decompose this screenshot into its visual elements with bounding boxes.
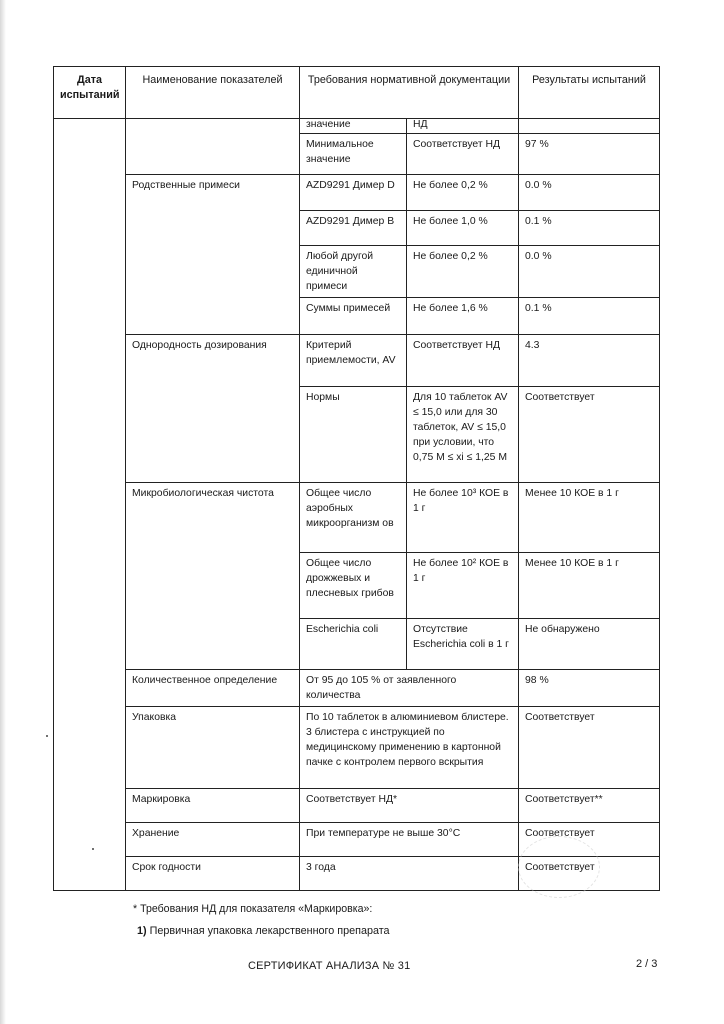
page-number: 2 / 3	[636, 958, 658, 970]
footnote-item-number: 1)	[137, 925, 147, 937]
req-cell: Соответствует НД*	[300, 789, 519, 823]
res-cell: Соответствует	[519, 387, 660, 483]
scan-edge-shadow	[0, 0, 6, 1024]
scan-speck	[92, 848, 94, 850]
req-cell: Не более 1,6 %	[407, 298, 519, 335]
table-row	[54, 707, 660, 789]
res-cell: Соответствует	[519, 707, 660, 789]
res-cell: 98 %	[519, 670, 660, 707]
sub-cell: Минимальное значение	[300, 134, 407, 175]
sub-cell: Суммы примесей	[300, 298, 407, 335]
sub-cell: AZD9291 Димер D	[300, 175, 407, 211]
res-cell: Не обнаружено	[519, 619, 660, 670]
res-cell: 0.1 %	[519, 298, 660, 335]
sub-cell: Любой другой единичной примеси	[300, 246, 407, 298]
sub-cell: Escherichia coli	[300, 619, 407, 670]
req-cell: Не более 0,2 %	[407, 246, 519, 298]
req-cell: Не более 1,0 %	[407, 211, 519, 246]
footer-title: СЕРТИФИКАТ АНАЛИЗА № 31	[248, 960, 411, 972]
certificate-table	[53, 66, 660, 891]
req-cell: От 95 до 105 % от заявленного количества	[300, 670, 519, 707]
header-results: Результаты испытаний	[519, 67, 660, 119]
param-packaging: Упаковка	[126, 707, 300, 789]
res-cell: Соответствует	[519, 857, 660, 891]
res-cell: 97 %	[519, 134, 660, 175]
req-cell: НД	[407, 119, 519, 134]
res-cell: 0.0 %	[519, 246, 660, 298]
table-row	[54, 175, 660, 211]
req-cell: Не более 10³ КОЕ в 1 г	[407, 483, 519, 553]
res-cell: Соответствует**	[519, 789, 660, 823]
res-cell: Менее 10 КОЕ в 1 г	[519, 553, 660, 619]
req-cell: Соответствует НД	[407, 134, 519, 175]
date-cell	[54, 119, 126, 891]
name-cell-empty	[126, 119, 300, 175]
faint-stamp-mark	[518, 836, 600, 898]
table-row	[54, 335, 660, 387]
sub-cell: AZD9291 Димер B	[300, 211, 407, 246]
footnote-item	[137, 925, 390, 937]
res-cell: Соответствует	[519, 823, 660, 857]
param-assay: Количественное определение	[126, 670, 300, 707]
req-cell: Не более 0,2 %	[407, 175, 519, 211]
req-cell: 3 года	[300, 857, 519, 891]
param-storage: Хранение	[126, 823, 300, 857]
param-marking: Маркировка	[126, 789, 300, 823]
res-cell: 4.3	[519, 335, 660, 387]
table-row	[54, 483, 660, 553]
req-cell: Соответствует НД	[407, 335, 519, 387]
sub-cell: Нормы	[300, 387, 407, 483]
table-row	[54, 119, 660, 134]
param-microbial-purity: Микробиологическая чистота	[126, 483, 300, 670]
table-header-row	[54, 67, 660, 119]
res-cell: 0.1 %	[519, 211, 660, 246]
sub-cell: Общее число аэробных микроорганизм ов	[300, 483, 407, 553]
sub-cell: Критерий приемлемости, AV	[300, 335, 407, 387]
sub-cell: значение	[300, 119, 407, 134]
param-dose-uniformity: Однородность дозирования	[126, 335, 300, 483]
res-cell	[519, 119, 660, 134]
param-shelf-life: Срок годности	[126, 857, 300, 891]
req-cell: Отсутствие Escherichia coli в 1 г	[407, 619, 519, 670]
footnote-item-text: Первичная упаковка лекарственного препарата	[149, 925, 390, 937]
res-cell: Менее 10 КОЕ в 1 г	[519, 483, 660, 553]
req-cell: При температуре не выше 30°С	[300, 823, 519, 857]
req-cell: По 10 таблеток в алюминиевом блистере. 3 блистера с инструкцией по медицинскому применению в картонной пачке с контролем первого вскрытия	[300, 707, 519, 789]
table-row	[54, 670, 660, 707]
footnote: * Требования НД для показателя «Маркировка»:	[133, 903, 373, 915]
req-cell: Для 10 таблеток AV ≤ 15,0 или для 30 таблеток, AV ≤ 15,0 при условии, что 0,75 M ≤ xi ≤ 1,25 M	[407, 387, 519, 483]
header-name: Наименование показателей	[126, 67, 300, 119]
scan-speck	[46, 735, 48, 737]
header-requirements: Требования нормативной документации	[300, 67, 519, 119]
res-cell: 0.0 %	[519, 175, 660, 211]
sub-cell: Общее число дрожжевых и плесневых грибов	[300, 553, 407, 619]
header-date: Дата испытаний	[54, 67, 126, 119]
param-related-impurities: Родственные примеси	[126, 175, 300, 335]
req-cell: Не более 10² КОЕ в 1 г	[407, 553, 519, 619]
table-row	[54, 789, 660, 823]
